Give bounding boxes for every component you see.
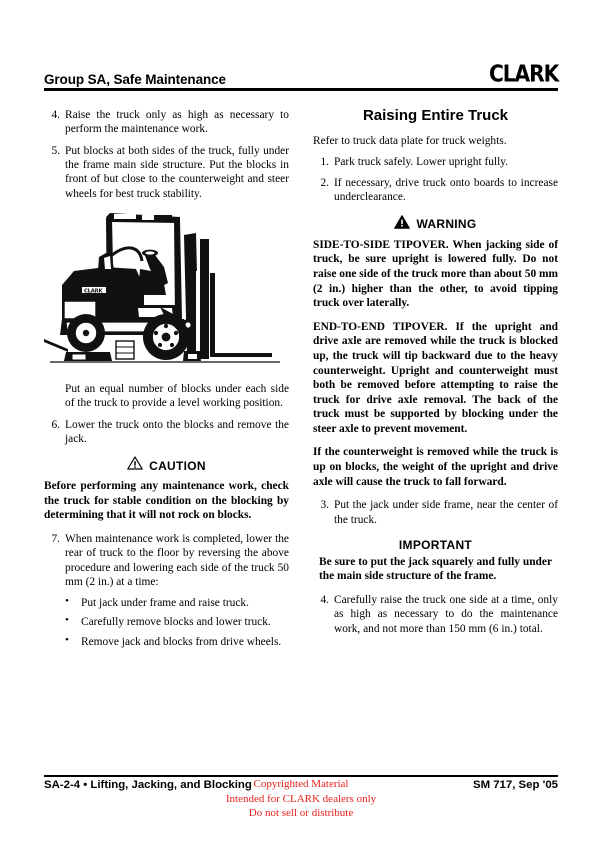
- step-text: Raise the truck only as high as necessary to perform the maintenance work.: [65, 109, 289, 136]
- step-number: 7.: [51, 532, 60, 545]
- step-text: Put blocks at both sides of the truck, fully under the frame main side structure. Put the blocks in front of but close to the counterweight and steer wheels for best truck stability.: [65, 144, 289, 200]
- warning-triangle-filled-icon: [394, 215, 410, 234]
- list-item: [44, 144, 289, 201]
- footer-left-text: SA-2-4 • Lifting, Jacking, and Blocking: [44, 779, 252, 791]
- list-item: [313, 593, 558, 636]
- important-label: IMPORTANT: [398, 537, 473, 552]
- list-item: [313, 176, 558, 205]
- step-text: Carefully raise the truck one side at a time, only as high as necessary to do the maintenance work, and not more than 150 mm (6 in.) total.: [334, 594, 558, 635]
- list-item: • Remove jack and blocks from drive wheels.: [44, 635, 289, 649]
- page-header-title: Group SA, Safe Maintenance: [44, 71, 226, 87]
- watermark-line: Do not sell or distribute: [248, 807, 354, 820]
- warning-text: SIDE-TO-SIDE TIPOVER. When jacking side of truck, be sure upright is lowered fully. Do not raise one side of the truck more than about 50 mm (2 in.) higher than the other, to avoid tipping truck over laterally.: [313, 238, 558, 310]
- right-steps-list-a: [313, 155, 558, 205]
- copyright-watermark: [44, 777, 558, 821]
- list-item: • Carefully remove blocks and lower truck.: [44, 615, 289, 629]
- right-column: [313, 108, 558, 643]
- forklift-blocking-illustration: [44, 209, 289, 372]
- step-number: 5.: [51, 144, 60, 157]
- step-number: 2.: [320, 177, 329, 190]
- important-text: Be sure to put the jack squarely and fully under the main side structure of the frame.: [319, 555, 552, 583]
- list-item: [313, 498, 558, 527]
- forklift-figure-svg: [44, 209, 289, 372]
- step-number: 1.: [320, 155, 329, 168]
- left-column: [44, 108, 289, 654]
- page-header: [44, 58, 558, 88]
- warning-block: [313, 215, 558, 490]
- list-item: • Put jack under frame and raise truck.: [44, 596, 289, 610]
- list-item: [44, 532, 289, 589]
- caution-block: [44, 456, 289, 523]
- left-steps-list-b: [44, 418, 289, 447]
- left-bullet-list: [44, 596, 289, 649]
- step-text: Lower the truck onto the blocks and remove the jack.: [65, 418, 289, 445]
- figure-caption: Put an equal number of blocks under each side of the truck to provide a level working position.: [65, 382, 289, 410]
- step-number: 4.: [320, 594, 329, 607]
- warning-triangle-outline-icon: [127, 456, 143, 475]
- warning-heading: [313, 215, 558, 234]
- step-number: 3.: [320, 499, 329, 512]
- step-text: If necessary, drive truck onto boards to increase underclearance.: [334, 177, 558, 204]
- important-block: [313, 538, 558, 584]
- step-text: When maintenance work is completed, lower the rear of truck to the floor by reversing the above procedure and lowering each side of the truck 50 mm (2 in.) at a time:: [65, 532, 289, 588]
- section-intro-text: Refer to truck data plate for truck weights.: [313, 134, 507, 147]
- left-steps-list-c: [44, 532, 289, 589]
- header-divider-rule: [44, 88, 558, 91]
- step-number: 6.: [51, 418, 60, 431]
- caution-heading: [44, 456, 289, 475]
- caution-text: Before performing any maintenance work, check the truck for stable condition on the blocking by determining that it will not rock on blocks.: [44, 480, 289, 522]
- step-text: Park truck safely. Lower upright fully.: [334, 155, 509, 168]
- watermark-line: Intended for CLARK dealers only: [225, 792, 377, 805]
- warning-text: If the counterweight is removed while the truck is up on blocks, the weight of the upright and drive axle will cause the truck to fall forward.: [313, 446, 558, 488]
- warning-label: WARNING: [416, 217, 477, 232]
- clark-logo: CLARK: [488, 61, 558, 88]
- right-steps-list-c: [313, 593, 558, 636]
- step-text: Put the jack under side frame, near the center of the truck.: [334, 499, 558, 526]
- right-steps-list-b: [313, 498, 558, 527]
- watermark-line: Copyrighted Material: [253, 778, 349, 790]
- step-number: 4.: [51, 109, 60, 121]
- list-item: [44, 418, 289, 447]
- left-steps-list-a: [44, 108, 289, 201]
- caution-label: CAUTION: [149, 458, 206, 473]
- list-item: [44, 108, 289, 137]
- footer-right-text: SM 717, Sep '05: [472, 779, 558, 791]
- warning-text: END-TO-END TIPOVER. If the upright and drive axle are removed while the truck is blocked up, the truck will tip backward due to the heavy counterweight. Upright and counterweight must both be removed before attempting to raise the truck for drive axle removal. The back of the truck must be supported by blocking under the steer axle to prevent movement.: [313, 320, 558, 435]
- list-item: [313, 155, 558, 169]
- section-heading: Raising Entire Truck: [362, 107, 509, 124]
- svg-text:CLARK: CLARK: [84, 288, 103, 295]
